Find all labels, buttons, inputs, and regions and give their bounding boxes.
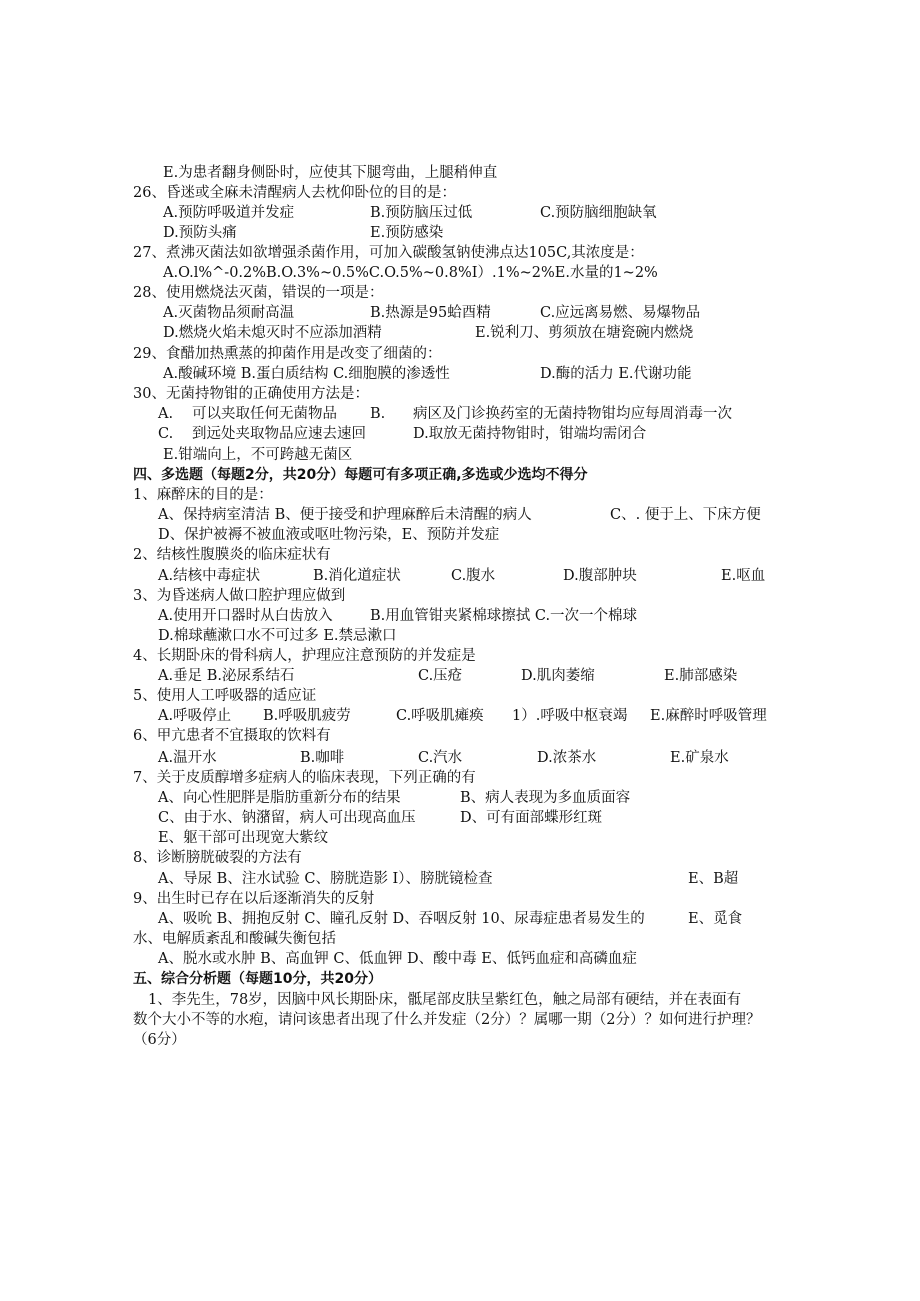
text-segment: E、躯干部可出现宽大紫纹 (158, 830, 329, 846)
text-segment: E.锐利刀、剪须放在塘瓷碗内燃烧 (475, 325, 694, 341)
text-segment: D.浓茶水 (537, 750, 597, 766)
text-segment: B. (370, 406, 386, 422)
text-segment: 30、无菌持物钳的正确使用方法是： (133, 386, 369, 402)
text-line (0, 666, 920, 686)
text-line (0, 283, 920, 303)
text-line (0, 1030, 920, 1050)
text-segment: D、保护被褥不被血液或呕吐物污染，E、预防并发症 (158, 527, 500, 543)
text-segment: C、. 便于上、下床方便 (610, 507, 761, 523)
text-segment: E、B超 (688, 871, 739, 887)
text-line (0, 949, 920, 969)
text-segment: B.热源是95蛤酉精 (370, 305, 491, 321)
text-line (0, 848, 920, 868)
text-segment: D.燃烧火焰未熄灭时不应添加酒精 (163, 325, 382, 341)
text-segment: D.取放无菌持物钳时，钳端均需闭合 (413, 426, 647, 442)
text-segment: A、保持病室清洁 B、便于接受和护理麻醉后未清醒的病人 (158, 507, 532, 523)
text-segment: B.用血管钳夹紧棉球擦拭 C.一次一个棉球 (370, 608, 638, 624)
text-segment: 可以夹取任何无菌物品 (192, 406, 337, 422)
text-segment: 到远处夹取物品应速去速回 (192, 426, 366, 442)
text-line (0, 263, 920, 283)
text-segment: B.呼吸肌疲劳 (263, 708, 351, 724)
text-segment: D.肌肉萎缩 (521, 668, 595, 684)
text-segment: （6分） (133, 1032, 186, 1048)
text-segment: C.应远离易燃、易爆物品 (540, 305, 701, 321)
text-segment: E.呕血 (721, 568, 766, 584)
text-segment: E、觅食 (688, 911, 743, 927)
text-line (0, 223, 920, 243)
text-line (0, 323, 920, 343)
text-segment: A.呼吸停止 (158, 708, 232, 724)
text-line (0, 929, 920, 949)
text-line (0, 1010, 920, 1030)
text-segment: C.汽水 (418, 750, 463, 766)
text-segment: D.棉球蘸漱口水不可过多 E.禁忌漱口 (158, 628, 397, 644)
text-segment: 29、食醋加热熏蒸的抑菌作用是改变了细菌的： (133, 346, 442, 362)
text-segment: E.矿泉水 (670, 750, 729, 766)
text-line (0, 566, 920, 586)
text-line (0, 485, 920, 505)
text-segment: D.腹部肿块 (563, 568, 637, 584)
text-line (0, 706, 920, 726)
text-line (0, 183, 920, 203)
section-heading (0, 465, 920, 485)
text-line (0, 404, 920, 424)
text-line (0, 445, 920, 465)
text-line (0, 869, 920, 889)
text-segment: C.腹水 (451, 568, 496, 584)
text-segment: A、脱水或水肿 B、高血钾 C、低血钾 D、酸中毒 E、低钙血症和高磷血症 (158, 951, 637, 967)
text-segment: A.灭菌物品须耐高温 (163, 305, 295, 321)
text-line (0, 163, 920, 183)
text-segment: B.预防脑压过低 (370, 205, 473, 221)
text-segment: E.钳端向上，不可跨越无菌区 (163, 447, 353, 463)
text-line (0, 748, 920, 768)
text-segment: 28、使用燃烧法灭菌，错误的一项是： (133, 285, 384, 301)
text-segment: 五、综合分析题（每题10分，共20分） (133, 971, 382, 987)
text-segment: D.预防头痛 (163, 225, 237, 241)
text-line (0, 424, 920, 444)
text-segment: 四、多选题（每题2分，共20分）每题可有多项正确,多选或少选均不得分 (133, 467, 588, 483)
text-line (0, 889, 920, 909)
text-line (0, 545, 920, 565)
text-line (0, 303, 920, 323)
text-line (0, 384, 920, 404)
text-segment: 5、使用人工呼吸器的适应证 (133, 688, 317, 704)
text-segment: E.为患者翻身侧卧时，应使其下腿弯曲，上腿稍伸直 (163, 165, 498, 181)
text-segment: B.咖啡 (300, 750, 345, 766)
text-line (0, 626, 920, 646)
text-segment: A.使用开口器时从白齿放入 (158, 608, 333, 624)
text-line (0, 203, 920, 223)
text-segment: 1）.呼吸中枢衰竭 (512, 708, 628, 724)
text-segment: C.预防脑细胞缺氧 (540, 205, 657, 221)
text-line (0, 726, 920, 746)
text-segment: 7、关于皮质醇增多症病人的临床表现，下列正确的有 (133, 770, 476, 786)
text-segment: 27、煮沸灭菌法如欲增强杀菌作用，可加入碳酸氢钠使沸点达105C,其浓度是： (133, 245, 644, 261)
text-segment: 数个大小不等的水疱，请问该患者出现了什么并发症（2分）？属哪一期（2分）？如何进行护理？ (133, 1012, 761, 1028)
text-segment: 9、出生时已存在以后逐渐消失的反射 (133, 891, 375, 907)
text-segment: C.压疮 (418, 668, 463, 684)
text-segment: C.呼吸肌瘫痪 (396, 708, 484, 724)
text-segment: 6、甲亢患者不宜摄取的饮料有 (133, 728, 331, 744)
text-line (0, 768, 920, 788)
text-segment: A.酸碱环境 B.蛋白质结构 C.细胞膜的渗透性 (163, 366, 450, 382)
text-segment: 3、为昏迷病人做口腔护理应做到 (133, 588, 346, 604)
text-segment: A.预防呼吸道并发症 (163, 205, 295, 221)
text-segment: E.预防感染 (370, 225, 444, 241)
text-line (0, 990, 920, 1010)
text-line (0, 586, 920, 606)
text-segment: 4、长期卧床的骨科病人，护理应注意预防的并发症是 (133, 648, 476, 664)
text-line (0, 828, 920, 848)
text-segment: B.消化道症状 (313, 568, 401, 584)
text-segment: 病区及门诊换药室的无菌持物钳均应每周消毒一次 (413, 406, 732, 422)
text-segment: 26、昏迷或全麻未清醒病人去枕仰卧位的目的是： (133, 185, 456, 201)
text-segment: 1、麻醉床的目的是： (133, 487, 273, 503)
text-segment: 1、李先生，78岁，因脑中风长期卧床，骶尾部皮肤呈紫红色，触之局部有硬结，并在表面有 (148, 992, 742, 1008)
text-segment: A.结核中毒症状 (158, 568, 261, 584)
text-segment: 水、电解质紊乱和酸碱失衡包括 (133, 931, 336, 947)
text-line (0, 788, 920, 808)
text-segment: E.肺部感染 (664, 668, 738, 684)
text-segment: B、病人表现为多血质面容 (460, 790, 631, 806)
text-line (0, 909, 920, 929)
text-segment: C、由于水、钠潴留，病人可出现高血压 (158, 810, 416, 826)
text-line (0, 808, 920, 828)
text-segment: C. (158, 426, 174, 442)
text-line (0, 344, 920, 364)
text-segment: D.酶的活力 E.代谢功能 (540, 366, 692, 382)
text-segment: A.垂足 B.泌尿系结石 (158, 668, 295, 684)
text-line (0, 243, 920, 263)
text-segment: A、向心性肥胖是脂肪重新分布的结果 (158, 790, 401, 806)
text-segment: A. (158, 406, 174, 422)
text-line (0, 606, 920, 626)
text-segment: 8、诊断膀胱破裂的方法有 (133, 850, 302, 866)
text-segment: A、吸吮 B、拥抱反射 C、瞳孔反射 D、吞咽反射 10、尿毒症患者易发生的 (158, 911, 645, 927)
text-segment: A、导尿 B、注水试验 C、膀胱造影 I）、膀胱镜检查 (158, 871, 493, 887)
section-heading (0, 969, 920, 989)
text-line (0, 646, 920, 666)
text-line (0, 505, 920, 525)
text-segment: 2、结核性腹膜炎的临床症状有 (133, 547, 331, 563)
text-segment: A.O.l%^-0.2%B.O.3%~0.5%C.O.5%~0.8%I）.1%~2%E.水量的1~2% (163, 265, 658, 281)
text-segment: D、可有面部蝶形红斑 (460, 810, 603, 826)
text-line (0, 525, 920, 545)
text-segment: E.麻醉时呼吸管理 (650, 708, 767, 724)
text-segment: A.温开水 (158, 750, 217, 766)
text-line (0, 686, 920, 706)
text-line (0, 364, 920, 384)
